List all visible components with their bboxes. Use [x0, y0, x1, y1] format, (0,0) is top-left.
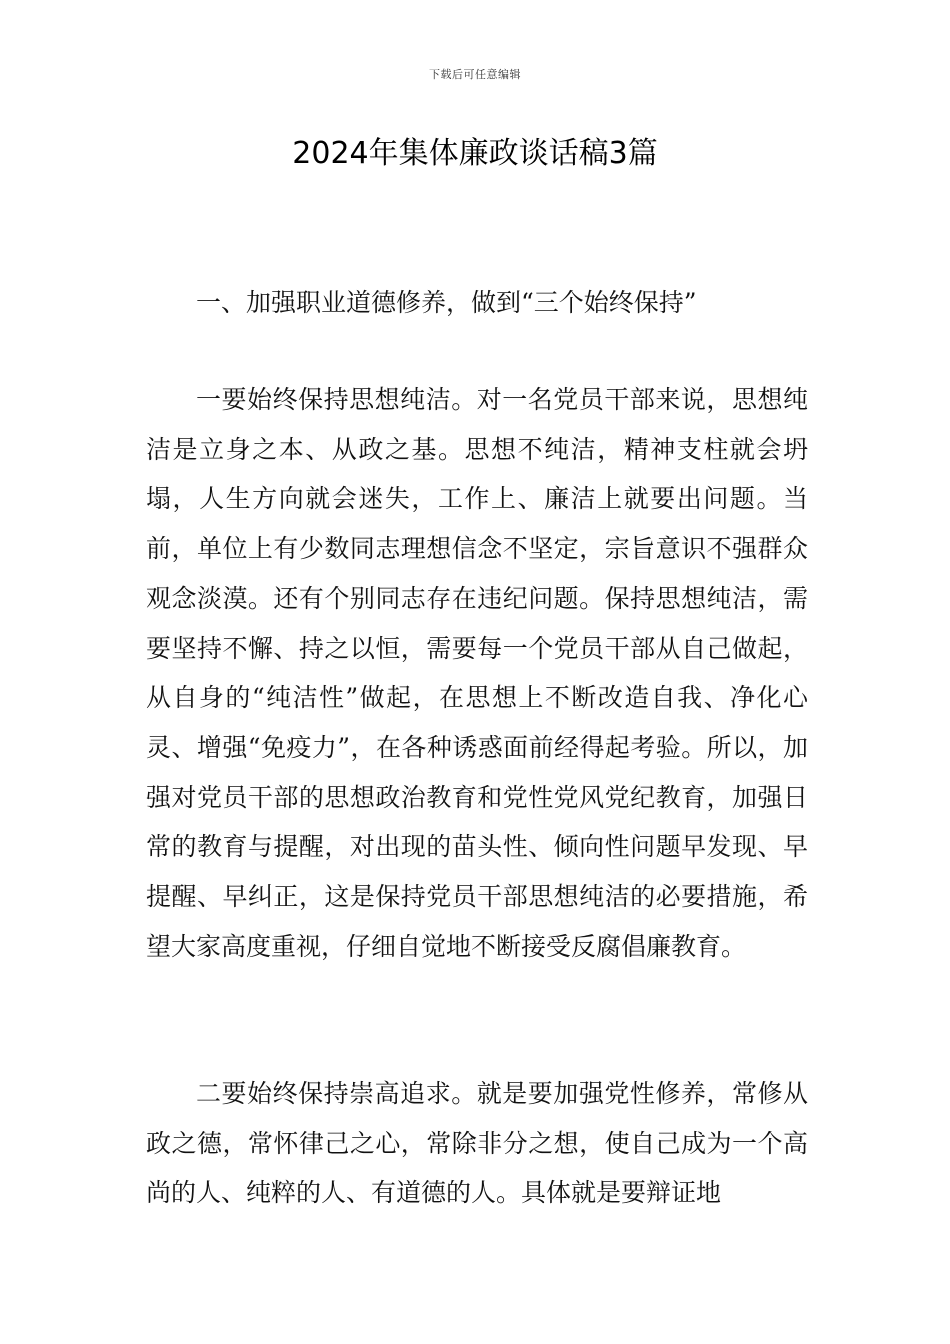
document-title: 2024年集体廉政谈话稿3篇 [292, 136, 658, 171]
paragraph-1: 一要始终保持思想纯洁。对一名党员干部来说，思想纯洁是立身之本、从政之基。思想不纯洁，精神支柱就会坍塌，人生方向就会迷失，工作上、廉洁上就要出问题。当前，单位上有少数同志理想信念不坚定，宗旨意识不强群众观念淡漠。还有个别同志存在违纪问题。保持思想纯洁，需要坚持不懈、持之以恒，需要每一个党员干部从自己做起，从自身的“纯洁性”做起，在思想上不断改造自我、净化心灵、增强“免疫力”，在各种诱惑面前经得起考验。所以，加强对党员干部的思想政治教育和党性党风党纪教育，加强日常的教育与提醒，对出现的苗头性、倾向性问题早发现、早提醒、早纠正，这是保持党员干部思想纯洁的必要措施，希望大家高度重视，仔细自觉地不断接受反腐倡廉教育。 [146, 385, 808, 961]
paragraph-2: 二要始终保持崇高追求。就是要加强党性修养，常修从政之德，常怀律己之心，常除非分之想，使自己成为一个高尚的人、纯粹的人、有道德的人。具体就是要辩证地 [146, 1079, 808, 1208]
section-heading: 一、加强职业道德修养，做到“三个始终保持” [196, 288, 697, 317]
header-note: 下载后可任意编辑 [429, 68, 521, 81]
